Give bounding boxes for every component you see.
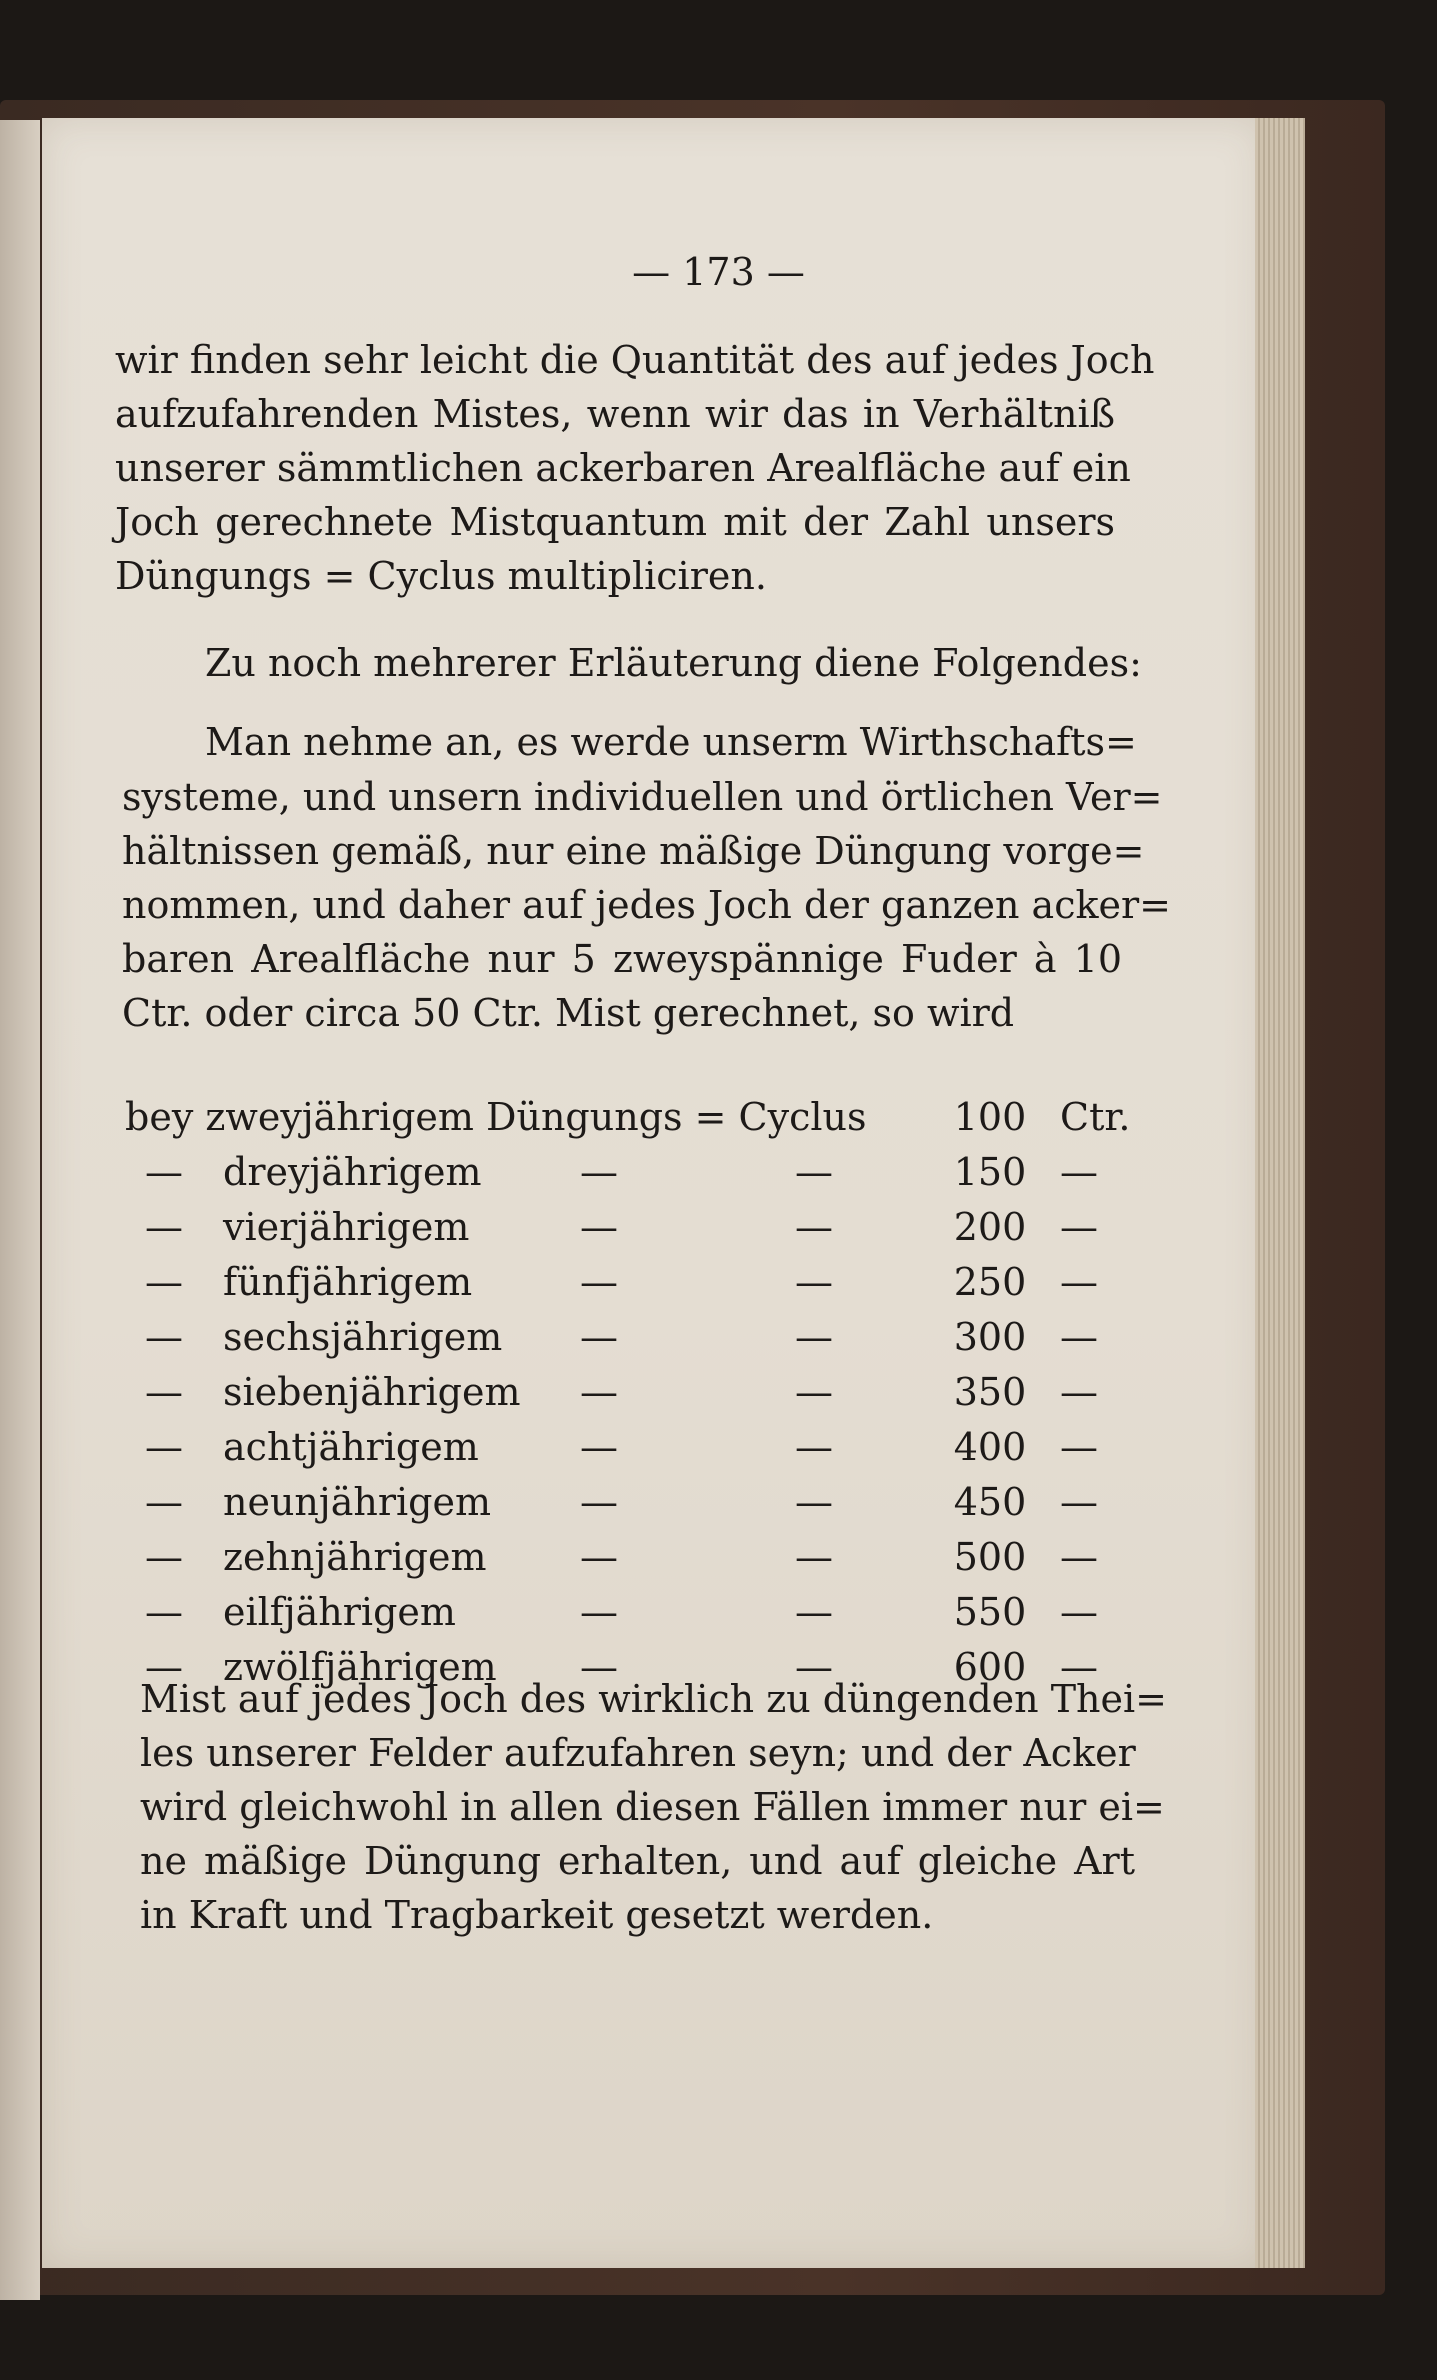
text-line: Man nehme an, es werde unserm Wirthschafts=	[205, 720, 1137, 764]
text-line: unserer sämmtlichen ackerbaren Arealfläche auf ein	[115, 446, 1131, 490]
row-ditto-2: —	[795, 1260, 833, 1304]
text-line: Zu noch mehrerer Erläuterung diene Folgendes:	[205, 641, 1142, 685]
row-value: 350	[953, 1370, 1027, 1414]
table-row	[125, 1090, 1131, 1145]
text-line: baren Arealfläche nur 5 zweyspännige Fuder à 10	[122, 937, 1122, 981]
row-ditto-dash: —	[145, 1205, 183, 1249]
row-value: 200	[953, 1205, 1027, 1249]
row-value: 600	[953, 1645, 1027, 1689]
table-row	[125, 1530, 1115, 1585]
row-label: neunjährigem	[223, 1480, 491, 1524]
row-ditto-2: —	[795, 1315, 833, 1359]
row-label: dreyjährigem	[223, 1150, 482, 1194]
row-ditto-2: —	[795, 1425, 833, 1469]
row-ditto-2: —	[795, 1205, 833, 1249]
row-ditto-dash: —	[145, 1590, 183, 1634]
row-ditto-1: —	[580, 1205, 618, 1249]
left-page-edge	[0, 120, 40, 2300]
row-value: 100	[953, 1095, 1027, 1139]
row-ditto-2: —	[795, 1480, 833, 1524]
row-ditto-2: —	[795, 1590, 833, 1634]
row-value: 450	[953, 1480, 1027, 1524]
row-unit: —	[1060, 1480, 1098, 1524]
paragraph-3	[122, 770, 1171, 1040]
text-line: Düngungs = Cyclus multipliciren.	[115, 554, 767, 598]
row-label: sechsjährigem	[223, 1315, 503, 1359]
row-value: 150	[953, 1150, 1027, 1194]
row-ditto-dash: —	[145, 1315, 183, 1359]
row-ditto-1: —	[580, 1370, 618, 1414]
row-label: zwölfjährigem	[223, 1645, 497, 1689]
row-value: 550	[953, 1590, 1027, 1634]
row-unit: —	[1060, 1315, 1098, 1359]
paragraph-1	[115, 333, 1155, 603]
table-row	[125, 1475, 1115, 1530]
text-line: Joch gerechnete Mistquantum mit der Zahl unsers	[115, 500, 1115, 544]
row-ditto-1: —	[580, 1535, 618, 1579]
paragraph-3-first-line	[205, 715, 1137, 769]
row-unit: —	[1060, 1370, 1098, 1414]
row-label: eilfjährigem	[223, 1590, 456, 1634]
row-label: vierjährigem	[223, 1205, 470, 1249]
row-unit: Ctr.	[1060, 1095, 1131, 1139]
row-ditto-dash: —	[145, 1535, 183, 1579]
page-number: — 173 —	[632, 250, 805, 294]
text-line: hältnissen gemäß, nur eine mäßige Düngung vorge=	[122, 829, 1145, 873]
row-label: zehnjährigem	[223, 1535, 487, 1579]
row-ditto-2: —	[795, 1535, 833, 1579]
text-line: Ctr. oder circa 50 Ctr. Mist gerechnet, so wird	[122, 991, 1015, 1035]
table-row	[125, 1365, 1115, 1420]
row-unit: —	[1060, 1535, 1098, 1579]
row-ditto-1: —	[580, 1315, 618, 1359]
row-unit: —	[1060, 1150, 1098, 1194]
row-ditto-1: —	[580, 1260, 618, 1304]
row-unit: —	[1060, 1425, 1098, 1469]
text-line: wird gleichwohl in allen diesen Fällen immer nur ei=	[140, 1785, 1165, 1829]
row-ditto-2: —	[795, 1370, 833, 1414]
row-ditto-dash: —	[145, 1425, 183, 1469]
table-row	[125, 1200, 1115, 1255]
row-ditto-2: —	[795, 1150, 833, 1194]
row-ditto-dash: —	[145, 1370, 183, 1414]
row-ditto-dash: —	[145, 1480, 183, 1524]
row-ditto-1: —	[580, 1590, 618, 1634]
text-line: wir finden sehr leicht die Quantität des auf jedes Joch	[115, 338, 1155, 382]
row-label: bey zweyjährigem Düngungs = Cyclus	[125, 1095, 867, 1139]
row-ditto-2: —	[795, 1645, 833, 1689]
text-line: Mist auf jedes Joch des wirklich zu düngenden Thei=	[140, 1677, 1168, 1721]
table-row	[125, 1420, 1115, 1475]
row-label: achtjährigem	[223, 1425, 479, 1469]
manure-table	[125, 1090, 1131, 1695]
row-ditto-dash: —	[145, 1645, 183, 1689]
text-line: systeme, und unsern individuellen und örtlichen Ver=	[122, 775, 1163, 819]
row-label: fünfjährigem	[223, 1260, 473, 1304]
row-ditto-1: —	[580, 1645, 618, 1689]
paragraph-2	[205, 636, 1142, 690]
row-unit: —	[1060, 1590, 1098, 1634]
row-value: 500	[953, 1535, 1027, 1579]
row-value: 300	[953, 1315, 1027, 1359]
row-ditto-1: —	[580, 1425, 618, 1469]
table-row	[125, 1255, 1115, 1310]
text-line: ne mäßige Düngung erhalten, und auf gleiche Art	[140, 1839, 1135, 1883]
row-label: siebenjährigem	[223, 1370, 521, 1414]
text-line: les unserer Felder aufzufahren seyn; und der Acker	[140, 1731, 1136, 1775]
table-row	[125, 1585, 1115, 1640]
text-line: in Kraft und Tragbarkeit gesetzt werden.	[140, 1893, 934, 1937]
page-stack-edge	[1255, 118, 1305, 2268]
row-unit: —	[1060, 1205, 1098, 1249]
row-unit: —	[1060, 1260, 1098, 1304]
row-value: 250	[953, 1260, 1027, 1304]
paragraph-4	[140, 1672, 1168, 1942]
row-ditto-dash: —	[145, 1260, 183, 1304]
row-ditto-1: —	[580, 1480, 618, 1524]
text-line: aufzufahrenden Mistes, wenn wir das in Verhältniß	[115, 392, 1115, 436]
text-line: nommen, und daher auf jedes Joch der ganzen acker=	[122, 883, 1171, 927]
row-value: 400	[953, 1425, 1027, 1469]
table-row	[125, 1310, 1115, 1365]
row-ditto-dash: —	[145, 1150, 183, 1194]
row-unit: —	[1060, 1645, 1098, 1689]
row-ditto-1: —	[580, 1150, 618, 1194]
table-row	[125, 1145, 1115, 1200]
